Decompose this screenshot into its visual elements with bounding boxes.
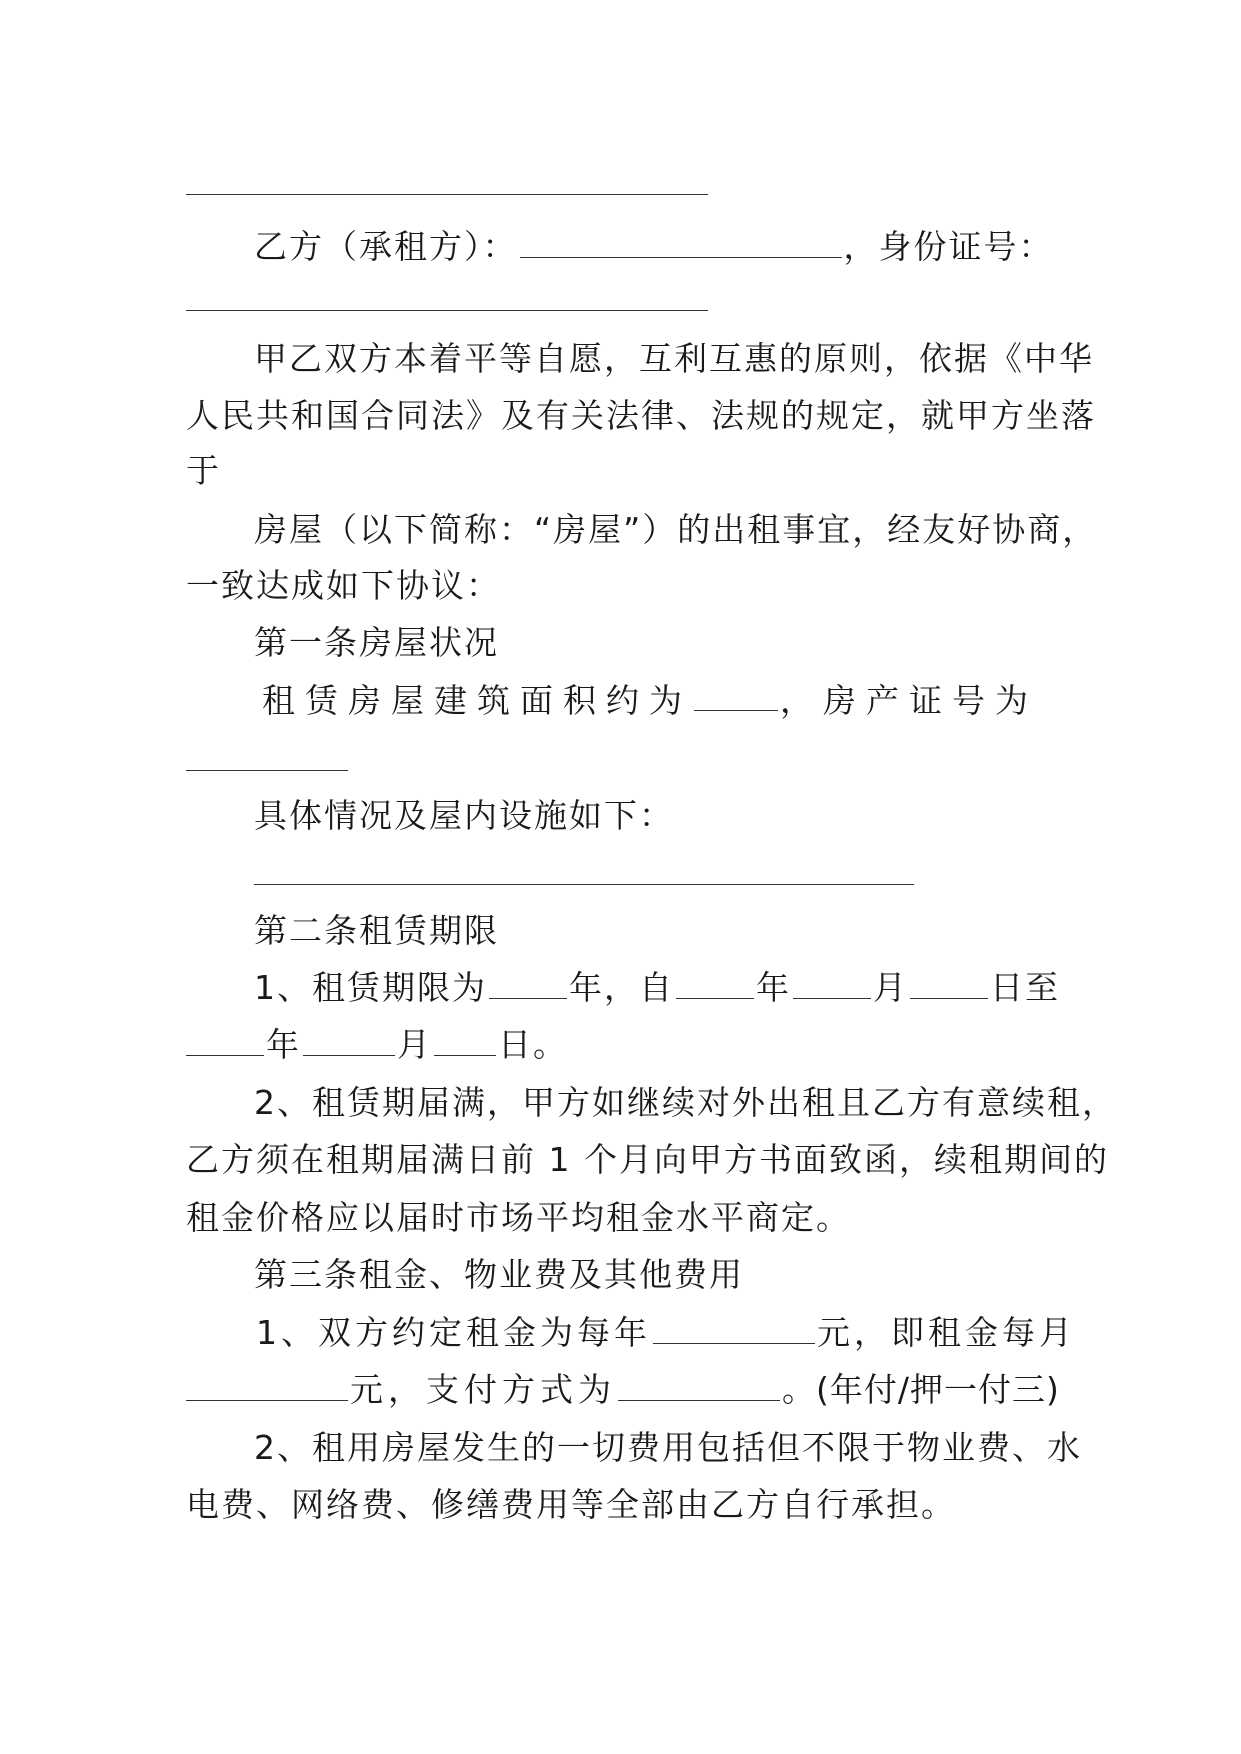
rent-line-2: 元，支付方式为 。(年付/押一付三) [186,1369,1046,1411]
blank-line [186,194,708,195]
fees-line-2: 电费、网络费、修缮费用等全部由乙方自行承担。 [186,1485,956,1524]
lessee-name-blank[interactable] [520,227,842,258]
details-label: 具体情况及屋内设施如下： [254,796,674,835]
cert-number-blank[interactable] [186,770,348,771]
intro-line-3: 于 [186,451,221,490]
fees-line-1: 2、租用房屋发生的一切费用包括但不限于物业费、水 [254,1428,1082,1467]
term-line-1: 1、租赁期限为 年，自 年 月 日至 [254,968,1060,1007]
payment-method-blank[interactable] [618,1370,780,1401]
end-month-blank[interactable] [303,1025,395,1056]
start-year-blank[interactable] [676,968,754,999]
start-day-blank[interactable] [910,968,988,999]
monthly-rent-blank[interactable] [186,1370,348,1401]
years-blank[interactable] [489,968,567,999]
renewal-line-3: 租金价格应以届时市场平均租金水平商定。 [186,1198,851,1237]
details-blank[interactable] [254,884,914,885]
end-year-blank[interactable] [186,1025,264,1056]
end-day-blank[interactable] [434,1025,496,1056]
annual-rent-blank[interactable] [653,1313,815,1344]
rent-line-1: 1、双方约定租金为每年 元，即租金每月 [256,1313,1076,1352]
area-blank[interactable] [694,680,778,711]
article-1-title: 第一条房屋状况 [254,623,499,662]
intro-line-2: 人民共和国合同法》及有关法律、法规的规定，就甲方坐落 [186,396,1096,435]
lessee-line: 乙方（承租方）： ，身份证号： [254,227,1054,266]
intro-line-5: 一致达成如下协议： [186,566,501,605]
intro-line-4: 房屋（以下简称：“房屋”）的出租事宜，经友好协商， [254,510,1098,549]
id-number-blank[interactable] [186,310,708,311]
start-month-blank[interactable] [793,968,871,999]
intro-line-1: 甲乙双方本着平等自愿，互利互惠的原则，依据《中华 [254,339,1094,378]
article-3-title: 第三条租金、物业费及其他费用 [254,1255,744,1294]
term-line-2: 年 月 日。 [186,1024,1046,1066]
renewal-line-2: 乙方须在租期届满日前 1 个月向甲方书面致函，续租期间的 [186,1140,1109,1179]
article-2-title: 第二条租赁期限 [254,911,499,950]
renewal-line-1: 2、租赁期届满，甲方如继续对外出租且乙方有意续租， [254,1083,1117,1122]
area-line: 租赁房屋建筑面积约为 ，房产证号为 [262,681,1038,720]
